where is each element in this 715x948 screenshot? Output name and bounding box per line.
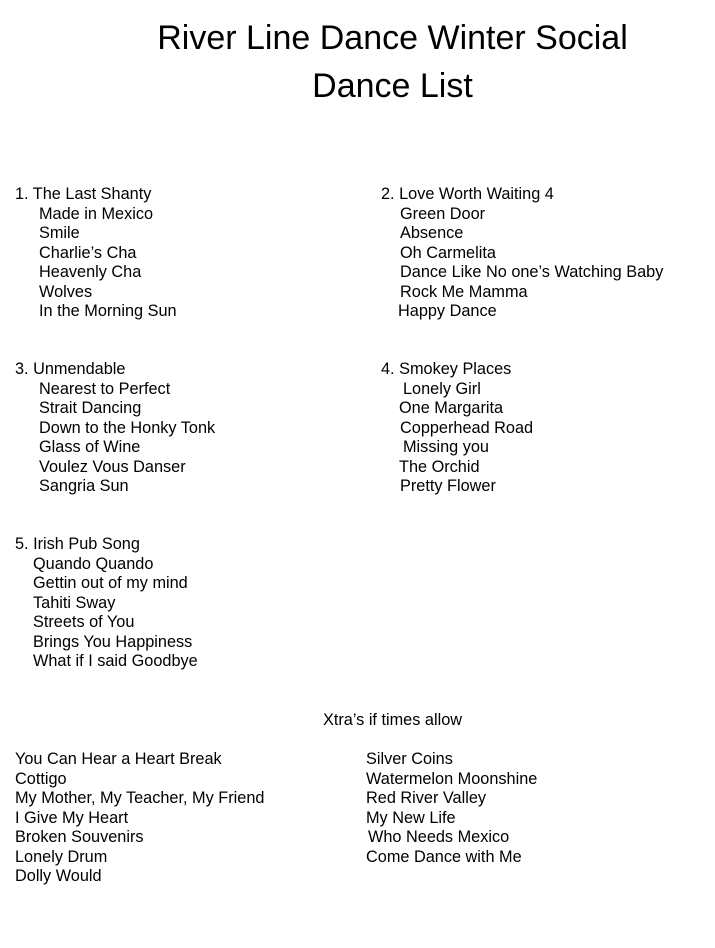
dance-item: Streets of You [33, 613, 135, 631]
dance-item: In the Morning Sun [39, 302, 177, 320]
dance-item: One Margarita [399, 399, 504, 417]
dance-item: Made in Mexico [39, 204, 154, 223]
dance-item: Dance Like No one’s Watching Baby [400, 263, 664, 281]
extra-dance-item: Watermelon Moonshine [366, 769, 538, 788]
extra-dance-item: My New Life [366, 808, 456, 827]
extras-heading: Xtra’s if times allow [322, 711, 463, 729]
extra-dance-item: Cottigo [15, 769, 67, 788]
dance-item: Down to the Honky Tonk [39, 418, 216, 437]
extra-dance-item: Silver Coins [366, 750, 453, 768]
dance-item: Green Door [400, 204, 486, 223]
extra-dance-item: Broken Souvenirs [15, 828, 144, 846]
dance-item: Quando Quando [33, 554, 154, 573]
set-2 [381, 185, 663, 322]
dance-item: Happy Dance [398, 302, 497, 320]
extras-right-list [366, 750, 537, 867]
dance-item: Absence [400, 224, 464, 242]
page-title: River Line Dance Winter Social [157, 19, 628, 57]
set-header: 5. Irish Pub Song [15, 535, 140, 553]
dance-item: Charlie’s Cha [39, 243, 137, 262]
extra-dance-item: Dolly Would [15, 867, 102, 885]
dance-item: Pretty Flower [400, 477, 496, 495]
extra-dance-item: Come Dance with Me [366, 847, 522, 866]
dance-item: Sangria Sun [39, 477, 129, 495]
extra-dance-item: I Give My Heart [15, 808, 129, 827]
dance-item: Copperhead Road [400, 418, 534, 437]
extra-dance-item: You Can Hear a Heart Break [15, 750, 222, 768]
set-header: 1. The Last Shanty [15, 185, 152, 203]
set-4 [381, 360, 533, 497]
extra-dance-item: Red River Valley [366, 789, 487, 807]
set-3 [15, 360, 215, 497]
dance-item: Nearest to Perfect [39, 379, 171, 398]
dance-item: The Orchid [399, 457, 480, 476]
dance-item: Heavenly Cha [39, 263, 142, 281]
dance-item: What if I said Goodbye [33, 652, 198, 670]
set-header: 2. Love Worth Waiting 4 [381, 185, 554, 203]
set-header: 3. Unmendable [15, 360, 126, 378]
dance-item: Lonely Girl [403, 379, 481, 398]
dance-item: Strait Dancing [39, 399, 142, 417]
dance-item: Rock Me Mamma [400, 282, 528, 301]
set-1 [15, 185, 177, 322]
dance-item: Voulez Vous Danser [39, 457, 186, 476]
page-subtitle: Dance List [312, 67, 473, 105]
dance-item: Gettin out of my mind [33, 574, 188, 592]
extras-left-list [15, 750, 264, 887]
dance-item: Brings You Happiness [33, 632, 193, 651]
extra-dance-item: Lonely Drum [15, 847, 108, 866]
set-header: 4. Smokey Places [381, 360, 512, 378]
extra-dance-item: Who Needs Mexico [368, 828, 510, 846]
dance-item: Oh Carmelita [400, 243, 496, 262]
dance-item: Missing you [403, 438, 489, 456]
set-5 [15, 535, 198, 672]
dance-item: Tahiti Sway [33, 593, 116, 612]
extra-dance-item: My Mother, My Teacher, My Friend [15, 789, 265, 807]
dance-item: Smile [39, 224, 80, 242]
dance-item: Wolves [39, 282, 93, 301]
dance-item: Glass of Wine [39, 438, 141, 456]
